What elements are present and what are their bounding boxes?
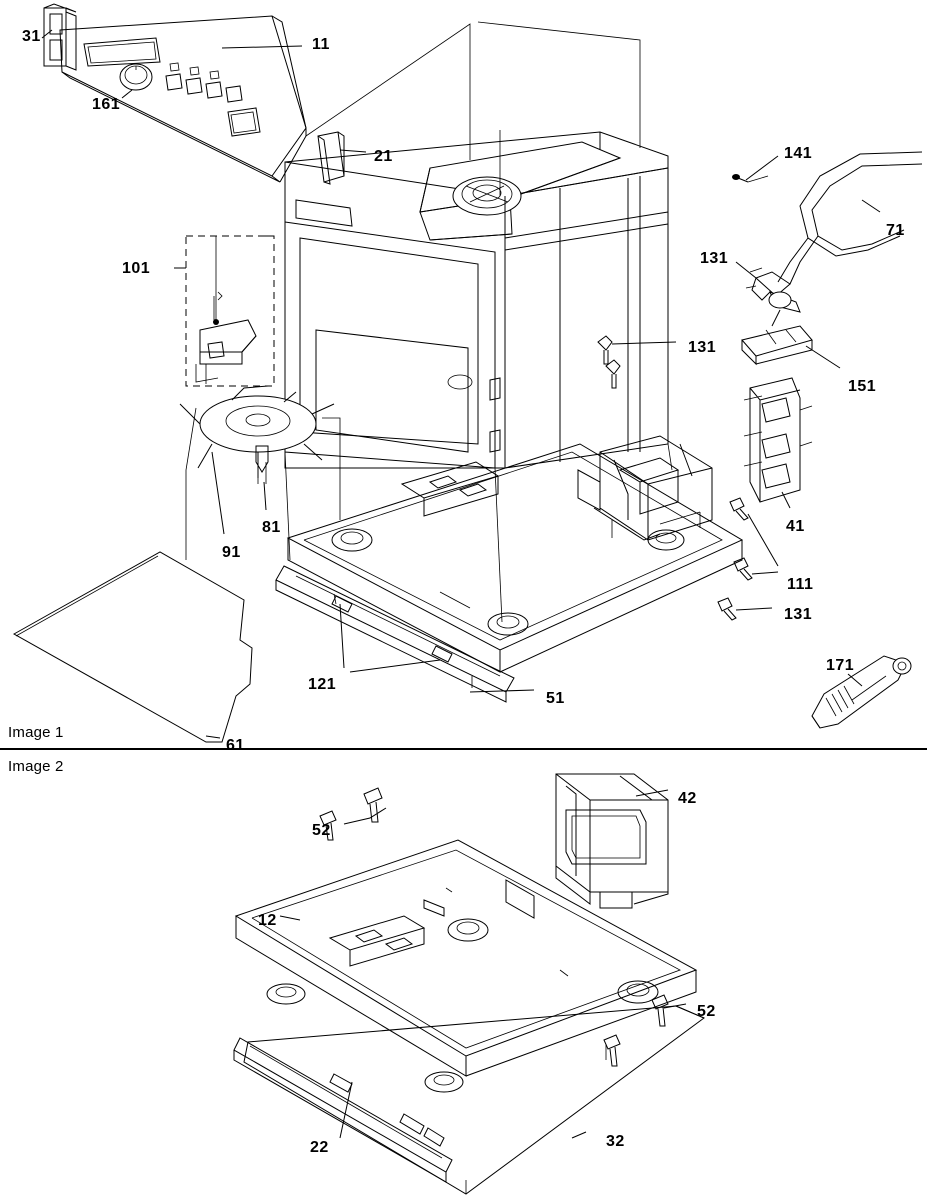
callout-131-mid: 131 bbox=[688, 339, 717, 356]
part-line-filter-151 bbox=[742, 310, 812, 364]
screw-111-b bbox=[734, 558, 752, 580]
part-latch-assembly-101 bbox=[186, 236, 274, 386]
leader-111-a bbox=[748, 514, 778, 566]
leader-52-top bbox=[344, 808, 386, 824]
part-power-cord-71 bbox=[778, 152, 922, 284]
leader-71 bbox=[862, 200, 880, 212]
callout-12: 12 bbox=[258, 912, 277, 929]
leader-151 bbox=[806, 346, 840, 368]
leader-121-b bbox=[350, 660, 440, 672]
panel-label-image-1: Image 1 bbox=[8, 724, 64, 741]
callout-161: 161 bbox=[92, 96, 121, 113]
screws-52-group bbox=[320, 788, 668, 1066]
callout-111: 111 bbox=[787, 576, 814, 593]
leader-81 bbox=[264, 482, 266, 510]
screw-131-b bbox=[606, 360, 620, 388]
callout-51: 51 bbox=[546, 690, 565, 707]
callout-52-top: 52 bbox=[312, 822, 331, 839]
part-base-plate-12 bbox=[236, 840, 696, 1092]
leader-161 bbox=[122, 90, 132, 98]
construction-line-turntable bbox=[186, 408, 196, 560]
callout-32: 32 bbox=[606, 1133, 625, 1150]
screw-52-c bbox=[652, 995, 668, 1026]
panel-divider bbox=[0, 748, 927, 750]
callout-131-top: 131 bbox=[700, 250, 729, 267]
leader-lines bbox=[42, 30, 880, 738]
construction-line bbox=[306, 24, 470, 160]
diagram-panel-image-2 bbox=[0, 752, 927, 1200]
leader-121-a bbox=[340, 604, 344, 668]
callout-21: 21 bbox=[374, 148, 393, 165]
panel-2-artwork bbox=[0, 752, 927, 1200]
leader-131-mid bbox=[612, 342, 676, 344]
part-interlock-switch-41 bbox=[744, 378, 812, 502]
leader-111-b bbox=[752, 572, 778, 574]
part-transformer-assembly bbox=[594, 436, 712, 540]
leader-12 bbox=[280, 916, 300, 920]
part-lead-wire-141 bbox=[732, 174, 768, 182]
screw-131-c bbox=[718, 598, 736, 620]
callout-41: 41 bbox=[786, 518, 805, 535]
callout-121: 121 bbox=[308, 676, 337, 693]
callout-171: 171 bbox=[826, 657, 855, 674]
leader-91 bbox=[212, 452, 224, 534]
leader-171 bbox=[848, 674, 862, 686]
leader-131-low bbox=[736, 608, 772, 610]
leader-61 bbox=[206, 736, 220, 738]
part-bottom-cover-32 bbox=[244, 1006, 704, 1194]
leader-32 bbox=[572, 1132, 586, 1138]
part-oven-cavity bbox=[285, 132, 672, 622]
part-base-plate-51 bbox=[288, 444, 742, 672]
screw-52-d bbox=[604, 1035, 620, 1066]
callout-101: 101 bbox=[122, 260, 151, 277]
callout-151: 151 bbox=[848, 378, 877, 395]
screw-111-a bbox=[730, 498, 748, 520]
leader-11 bbox=[222, 46, 302, 48]
screw-131-a bbox=[598, 336, 612, 364]
leader-131-top bbox=[736, 262, 756, 278]
leader-141 bbox=[746, 156, 778, 180]
panel-label-image-2: Image 2 bbox=[8, 758, 64, 775]
part-outer-wrapper-61 bbox=[14, 552, 252, 742]
callout-22: 22 bbox=[310, 1139, 329, 1156]
callout-91: 91 bbox=[222, 544, 241, 561]
callout-11: 11 bbox=[312, 36, 330, 53]
callout-81: 81 bbox=[262, 519, 281, 536]
leader-42 bbox=[636, 790, 668, 796]
callout-61: 61 bbox=[226, 737, 245, 754]
leader-lines-panel-2 bbox=[280, 790, 686, 1138]
part-terminal-connector-131 bbox=[746, 268, 800, 312]
callout-131-low: 131 bbox=[784, 606, 813, 623]
callout-71: 71 bbox=[886, 222, 905, 239]
screw-52-a bbox=[364, 788, 382, 822]
part-transformer-42 bbox=[556, 774, 668, 908]
callout-141: 141 bbox=[784, 145, 813, 162]
callout-31: 31 bbox=[22, 28, 41, 45]
callout-52-right: 52 bbox=[697, 1003, 716, 1020]
part-front-rail-22 bbox=[234, 1038, 452, 1182]
construction-line-3 bbox=[478, 22, 640, 148]
callout-42: 42 bbox=[678, 790, 697, 807]
